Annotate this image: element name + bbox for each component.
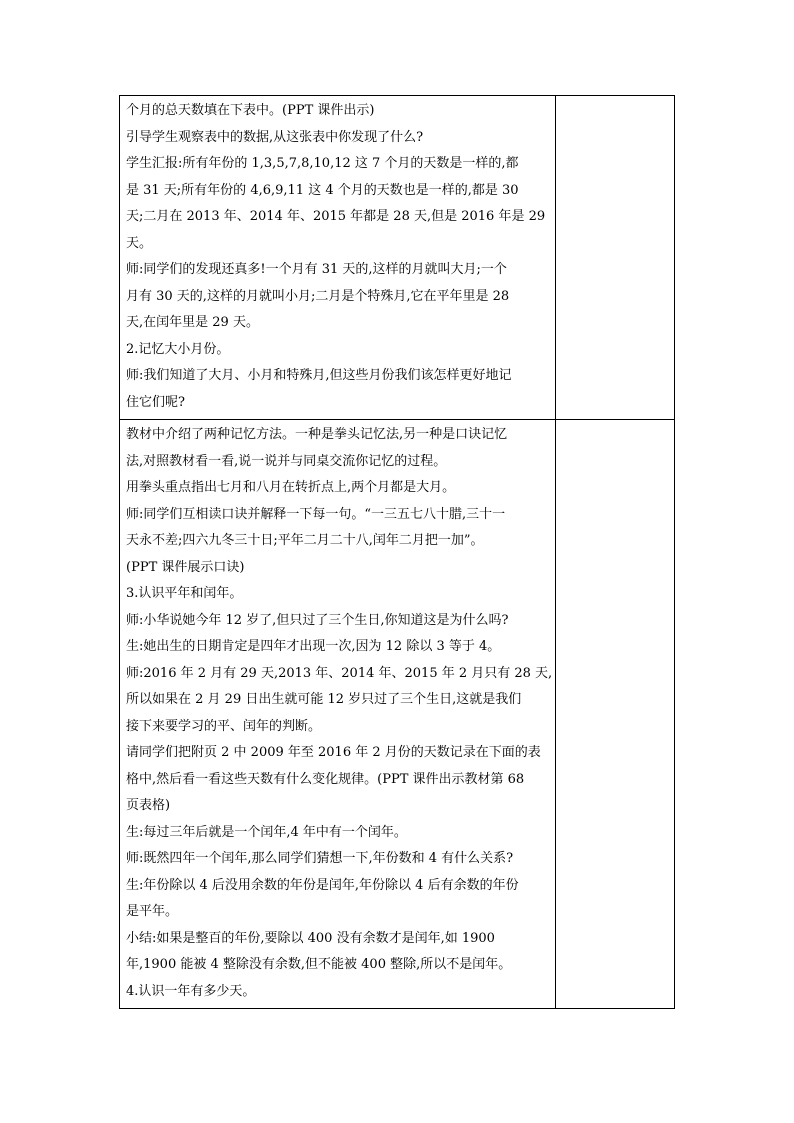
lesson-plan-table bbox=[119, 95, 675, 1009]
notes-cell bbox=[556, 96, 675, 420]
text-line: 生:她出生的日期肯定是四年才出现一次,因为 12 除以 3 等于 4。 bbox=[126, 639, 501, 654]
text-line: 所以如果在 2 月 29 日出生就可能 12 岁只过了三个生日,这就是我们 bbox=[126, 692, 522, 707]
text-line: 小结:如果是整百的年份,要除以 400 没有余数才是闰年,如 1900 bbox=[126, 930, 495, 946]
text-line: 学生汇报:所有年份的 1,3,5,7,8,10,12 这 7 个月的天数是一样的,都 bbox=[126, 156, 519, 171]
text-line: 生:每过三年后就是一个闰年,4 年中有一个闰年。 bbox=[126, 824, 407, 840]
text-line: 请同学们把附页 2 中 2009 年至 2016 年 2 月份的天数记录在下面的表 bbox=[126, 745, 541, 760]
text-line: 月有 30 天的,这样的月就叫小月;二月是个特殊月,它在平年里是 28 bbox=[126, 288, 510, 304]
text-line: 师:既然四年一个闰年,那么同学们猜想一下,年份数和 4 有什么关系? bbox=[126, 851, 514, 866]
text-line: 年,1900 能被 4 整除没有余数,但不能被 400 整除,所以不是闰年。 bbox=[126, 957, 512, 972]
table-row bbox=[120, 96, 675, 420]
text-line: 住它们呢? bbox=[126, 394, 185, 410]
text-line: 是 31 天;所有年份的 4,6,9,11 这 4 个月的天数也是一样的,都是 30 bbox=[126, 182, 519, 198]
text-line: 用拳头重点指出七月和八月在转折点上,两个月都是大月。 bbox=[126, 480, 456, 495]
text-line: 3.认识平年和闰年。 bbox=[126, 586, 243, 601]
text-line: 师:2016 年 2 月有 29 天,2013 年、2014 年、2015 年 2 月只有 28 天, bbox=[126, 665, 553, 681]
text-line: 师:同学们互相读口诀并解释一下每一句。“一三五七八十腊,三十一 bbox=[126, 506, 506, 522]
text-line: 生:年份除以 4 后没用余数的年份是闰年,年份除以 4 后有余数的年份 bbox=[126, 877, 519, 893]
text-line: 2.记忆大小月份。 bbox=[126, 341, 230, 357]
text-line: 天永不差;四六九冬三十日;平年二月二十八,闰年二月把一加”。 bbox=[126, 533, 484, 548]
content-text-block bbox=[120, 96, 555, 419]
content-cell bbox=[120, 96, 556, 420]
text-line: 页表格) bbox=[126, 798, 171, 813]
table-row bbox=[120, 420, 675, 1009]
content-text-block bbox=[120, 420, 555, 1008]
content-cell bbox=[120, 420, 556, 1009]
text-line: 4.认识一年有多少天。 bbox=[126, 983, 256, 999]
text-line: 格中,然后看一看这些天数有什么变化规律。(PPT 课件出示教材第 68 bbox=[126, 771, 525, 787]
text-line: 师:我们知道了大月、小月和特殊月,但这些月份我们该怎样更好地记 bbox=[126, 368, 512, 383]
text-line: 天。 bbox=[126, 235, 153, 251]
text-line: 是平年。 bbox=[126, 904, 179, 919]
notes-cell bbox=[556, 420, 675, 1009]
text-line: 引导学生观察表中的数据,从这张表中你发现了什么? bbox=[126, 129, 424, 145]
text-line: 法,对照教材看一看,说一说并与同桌交流你记忆的过程。 bbox=[126, 453, 447, 469]
text-line: 个月的总天数填在下表中。(PPT 课件出示) bbox=[126, 103, 375, 118]
text-line: 天;二月在 2013 年、2014 年、2015 年都是 28 天,但是 2016 年是 29 bbox=[126, 209, 546, 224]
text-line: 师:小华说她今年 12 岁了,但只过了三个生日,你知道这是为什么吗? bbox=[126, 612, 509, 628]
text-line: 师:同学们的发现还真多!一个月有 31 天的,这样的月就叫大月;一个 bbox=[126, 262, 507, 277]
text-line: (PPT 课件展示口诀) bbox=[126, 559, 245, 575]
text-line: 教材中介绍了两种记忆方法。一种是拳头记忆法,另一种是口诀记忆 bbox=[126, 427, 508, 442]
text-line: 接下来要学习的平、闰年的判断。 bbox=[126, 718, 322, 734]
text-line: 天,在闰年里是 29 天。 bbox=[126, 315, 259, 330]
